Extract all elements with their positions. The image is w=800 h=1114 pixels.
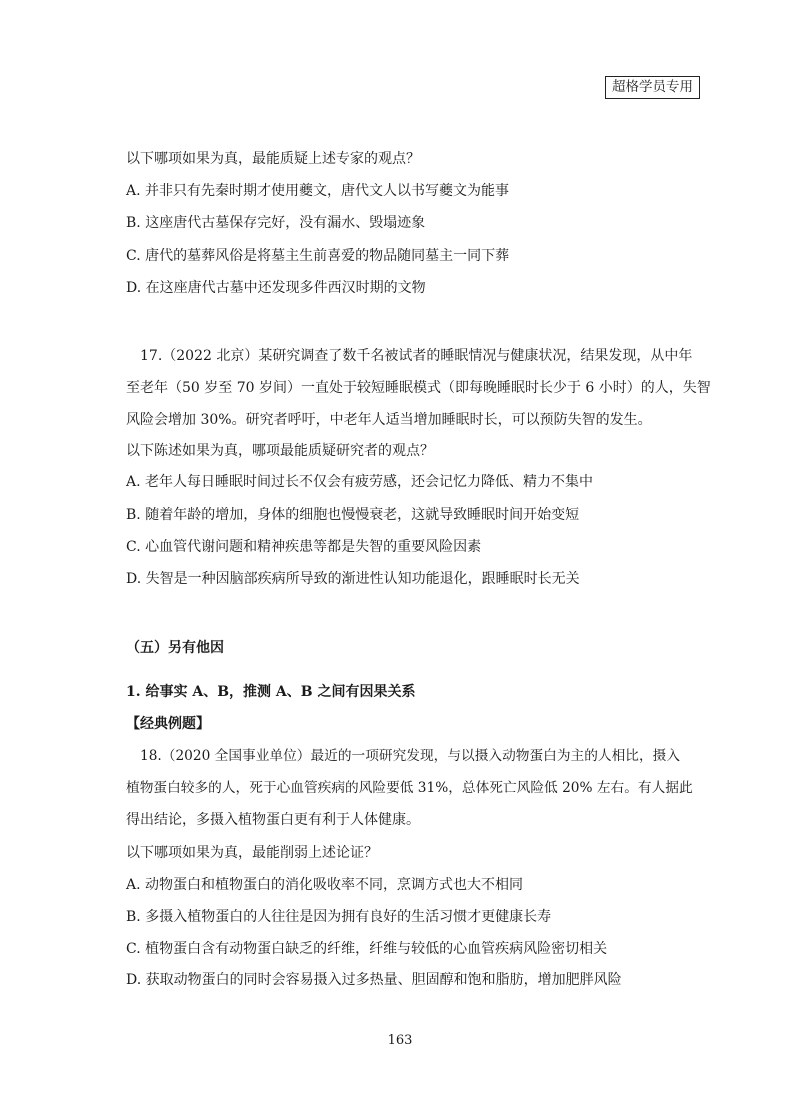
exclusive-label: 超格学员专用 [605,76,700,99]
section-subtitle: 1. 给事实 A、B，推测 A、B 之间有因果关系 [126,684,416,700]
example-label: 【经典例题】 [126,716,210,732]
q18-stem-line-1: 18.（2020 全国事业单位）最近的一项研究发现，与以摄入动物蛋白为主的人相比，摄入 [140,748,681,764]
q18-option-b: B. 多摄入植物蛋白的人往往是因为拥有良好的生活习惯才更健康长寿 [126,909,552,925]
q17-question: 以下陈述如果为真，哪项最能质疑研究者的观点？ [126,443,434,459]
q18-question: 以下哪项如果为真，最能削弱上述论证？ [126,845,378,861]
q17-stem-line-3: 风险会增加 30%。研究者呼吁，中老年人适当增加睡眠时长，可以预防失智的发生。 [126,412,652,428]
q17-option-c: C. 心血管代谢问题和精神疾患等都是失智的重要风险因素 [126,539,482,555]
option-d: D. 在这座唐代古墓中还发现多件西汉时期的文物 [126,280,426,296]
option-b: B. 这座唐代古墓保存完好，没有漏水、毁塌迹象 [126,215,426,231]
option-a: A. 并非只有先秦时期才使用夔文，唐代文人以书写夔文为能事 [126,183,510,199]
q17-option-a: A. 老年人每日睡眠时间过长不仅会有疲劳感，还会记忆力降低、精力不集中 [126,474,594,490]
section-title: （五）另有他因 [126,640,224,656]
option-c: C. 唐代的墓葬风俗是将墓主生前喜爱的物品随同墓主一同下葬 [126,248,510,264]
q17-option-b: B. 随着年龄的增加，身体的细胞也慢慢衰老，这就导致睡眠时间开始变短 [126,507,580,523]
q18-option-a: A. 动物蛋白和植物蛋白的消化吸收率不同，烹调方式也大不相同 [126,877,524,893]
q17-option-d: D. 失智是一种因脑部疾病所导致的渐进性认知功能退化，跟睡眠时长无关 [126,571,580,587]
q18-stem-line-3: 得出结论，多摄入植物蛋白更有利于人体健康。 [126,812,420,828]
q17-stem-line-1: 17.（2022 北京）某研究调查了数千名被试者的睡眠情况与健康状况，结果发现，从中年 [140,348,693,364]
question-prompt: 以下哪项如果为真，最能质疑上述专家的观点？ [126,151,420,167]
q18-option-c: C. 植物蛋白含有动物蛋白缺乏的纤维，纤维与较低的心血管疾病风险密切相关 [126,941,608,957]
q18-option-d: D. 获取动物蛋白的同时会容易摄入过多热量、胆固醇和饱和脂肪，增加肥胖风险 [126,972,622,988]
q18-stem-line-2: 植物蛋白较多的人，死于心血管疾病的风险要低 31%，总体死亡风险低 20% 左右。有人据此 [126,780,693,796]
q17-stem-line-2: 至老年（50 岁至 70 岁间）一直处于较短睡眠模式（即每晚睡眠时长少于 6 小时）的人，失智 [126,380,711,396]
page-number: 163 [387,1033,413,1048]
